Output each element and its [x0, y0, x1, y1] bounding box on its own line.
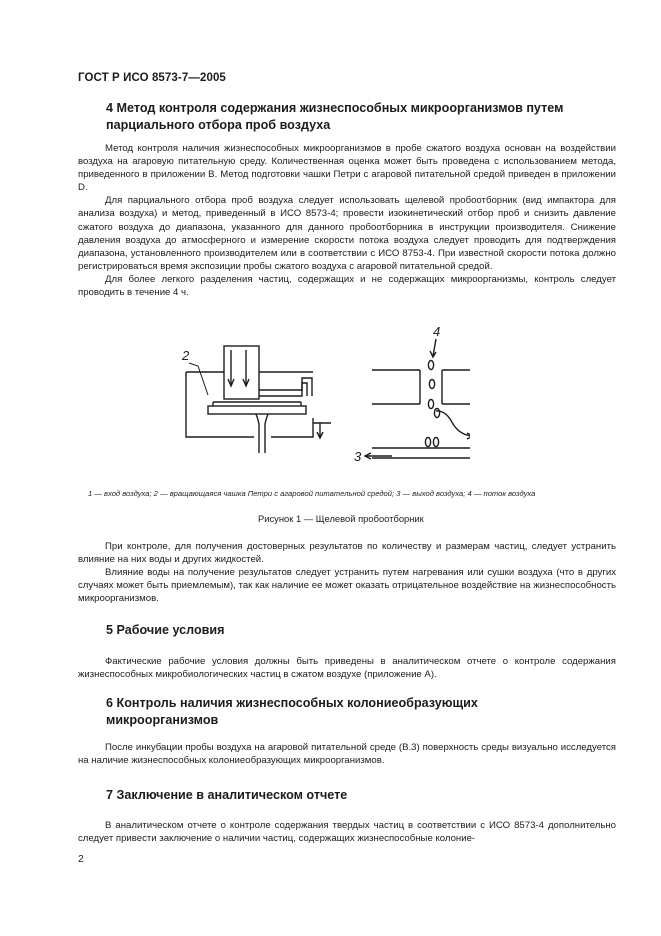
deflected-flow-line [436, 411, 470, 436]
after-figure-paragraph-1: При контроле, для получения достоверных результатов по количеству и размерам частиц, следует устранить влияние на них воды и других жидкостей. [78, 541, 616, 566]
internal-channel-outer [259, 378, 312, 396]
particle-1 [428, 361, 433, 370]
inlet-tube [224, 346, 259, 399]
section-7-paragraph-1: В аналитическом отчете о контроле содержания твердых частиц в соответствии с ИСО 8573-4 дополнительно следует привести заключение о наличии частиц, содержащих жизнеспособные колоние- [78, 820, 616, 845]
section-4-heading [106, 100, 563, 134]
section-5-heading: 5 Рабочие условия [106, 623, 225, 637]
section-7-heading: 7 Заключение в аналитическом отчете [106, 788, 348, 802]
label-4: 4 [433, 324, 441, 339]
figure-1-title: Рисунок 1 — Щелевой пробоотборник [258, 513, 424, 524]
after-figure-body [78, 540, 616, 605]
section-4-paragraph-3: Для более легкого разделения частиц, содержащих и не содержащих микроорганизмы, контроль следует проводить в течение 4 ч. [78, 273, 616, 299]
section-4-body [78, 142, 616, 299]
section-4-paragraph-1: Метод контроля наличия жизнеспособных микроорганизмов в пробе сжатого воздуха основан на воздействии воздуха на агаровую питательную среду. Количественная оценка может быть проведена с использованием метода, приведенного в приложении В. Метод подготовки чашки Петри с агаровой питательной средой приведен в приложении D. [78, 143, 616, 194]
particle-5 [425, 438, 430, 447]
section-6-body [78, 741, 616, 767]
section-6-heading [106, 695, 478, 729]
section-6-heading-line1: 6 Контроль наличия жизнеспособных колониеобразующих [106, 696, 478, 710]
section-4-heading-line1: 4 Метод контроля содержания жизнеспособных микроорганизмов путем [106, 101, 564, 115]
label-2: 2 [182, 348, 190, 363]
standard-id-header: ГОСТ Р ИСО 8573-7—2005 [78, 72, 226, 84]
sampler-housing-right [271, 418, 313, 437]
figure-1-legend: 1 — вход воздуха; 2 — вращающаяся чашка Петри с агаровой питательной средой; 3 — выход воздуха; 4 — поток воздуха [88, 489, 536, 498]
rotating-shaft-right [265, 414, 268, 453]
page-number: 2 [78, 853, 84, 865]
section-5-paragraph-1: Фактические рабочие условия должны быть приведены в аналитическом отчете о контроле содержания жизнеспособных микробиологических частиц в сжатом воздухе (приложение А). [78, 656, 616, 681]
rotating-shaft-left [256, 414, 259, 453]
particle-4 [434, 409, 439, 418]
particle-3 [428, 400, 433, 409]
label-3: 3 [354, 449, 362, 464]
section-6-paragraph-1: После инкубации пробы воздуха на агаровой питательной среде (В.3) поверхность среды визуально исследуется на наличие жизнеспособных колониеобразующих микроорганизмов. [78, 742, 616, 767]
section-4-paragraph-2: Для парциального отбора проб воздуха следует использовать щелевой пробоотборник (вид импактора для анализа воздуха) и метод, приведенный в ИСО 8573-4; провести изокинетический отбор проб и снизить давление сжатого воздуха до диапазона, указанного для данного пробоотборника в инструкции производителя. Снижение давления воздуха до атмосферного и измерение скорости потока воздуха следует проводить для подтверждения диапазона, установленного производителем или в соответствии с ИСО 8753-4. При известной скорости потока должно регистрироваться время экспозиции пробы сжатого воздуха с агаровой питательной средой. [78, 195, 616, 272]
section-4-heading-line2: парциального отбора проб воздуха [106, 118, 331, 132]
label-2-leader [189, 363, 208, 395]
section-6-heading-line2: микроорганизмов [106, 713, 219, 727]
figure-1-slot-sampler-diagram [170, 320, 470, 470]
petri-dish-plate [208, 406, 306, 414]
section-7-body [78, 819, 616, 845]
particle-2 [429, 380, 434, 389]
section-5-body [78, 655, 616, 681]
after-figure-paragraph-2: Влияние воды на получение результатов следует устранить путем нагревания или сушки воздуха (что в других случаях может быть приемлемым), так как наличие ее может оказать отрицательное воздействие на жизнеспособность микроорганизмов. [78, 567, 616, 605]
particle-6 [433, 438, 438, 447]
